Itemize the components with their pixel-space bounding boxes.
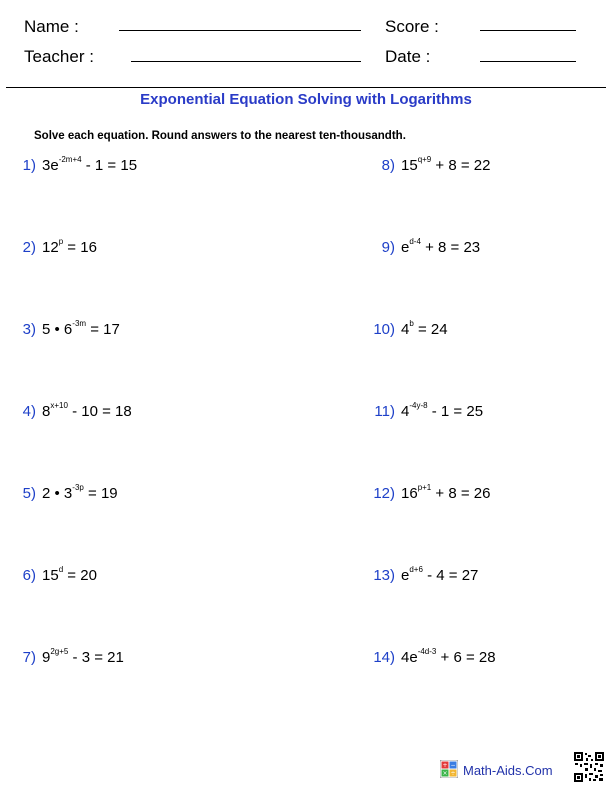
svg-text:−: − (450, 762, 456, 770)
problem-number: 8) (381, 157, 395, 174)
problem-base: 16 (401, 485, 418, 502)
problem-number: 11) (374, 403, 395, 420)
problem-rest: - 4 = 27 (422, 567, 479, 584)
problem-base: 12 (42, 239, 59, 256)
problem-exponent: d (58, 565, 64, 574)
problem-number: 7) (22, 649, 36, 666)
problem-base: 15 (42, 567, 59, 584)
teacher-label: Teacher : (24, 47, 94, 66)
problem-base: e (401, 239, 410, 256)
problem-rest: = 20 (63, 567, 97, 584)
problem-exponent: d+6 (409, 565, 423, 574)
problem-number: 13) (373, 567, 395, 584)
teacher-blank[interactable] (131, 61, 361, 62)
problem-exponent: p+1 (417, 483, 432, 492)
qr-code-icon (574, 752, 604, 782)
problem-item (369, 239, 480, 256)
problem-item (369, 321, 448, 338)
problem-rest: - 10 = 18 (67, 403, 132, 420)
problem-number: 10) (373, 321, 395, 338)
svg-text:×: × (442, 770, 448, 778)
problem-rest: = 17 (86, 321, 120, 338)
problem-base: 4e (401, 649, 418, 666)
worksheet-title: Exponential Equation Solving with Logarithms (140, 91, 472, 108)
date-label: Date : (385, 47, 431, 66)
problem-exponent: b (409, 319, 414, 328)
problem-base: 9 (42, 649, 51, 666)
problem-rest: - 1 = 15 (81, 157, 138, 174)
svg-text:+: + (442, 762, 448, 770)
problem-exponent: d-4 (409, 237, 421, 246)
problem-exponent: x+10 (50, 401, 68, 410)
problem-number: 6) (22, 567, 36, 584)
problem-exponent: q+9 (417, 155, 432, 164)
problem-exponent: -3p (72, 483, 84, 492)
problem-exponent: 2g+5 (50, 647, 69, 656)
problem-item (12, 239, 97, 256)
problem-item (369, 485, 490, 502)
problem-number: 12) (373, 485, 395, 502)
problem-number: 5) (22, 485, 36, 502)
instructions: Solve each equation. Round answers to the nearest ten-thousandth. (34, 130, 406, 142)
name-blank[interactable] (119, 30, 361, 31)
problem-item (369, 157, 490, 174)
problem-item (369, 403, 483, 420)
problem-exponent: p (58, 237, 64, 246)
problem-exponent: -2m+4 (58, 155, 82, 164)
problem-base: 5 • 6 (42, 321, 73, 338)
name-label: Name : (24, 17, 79, 36)
problem-item (12, 649, 124, 666)
problem-number: 14) (373, 649, 395, 666)
problem-item (369, 649, 496, 666)
brand-link[interactable]: Math-Aids.Com (463, 763, 553, 778)
problem-rest: = 16 (63, 239, 97, 256)
problem-rest: + 8 = 26 (431, 485, 491, 502)
problem-base: 4 (401, 321, 410, 338)
problem-rest: = 19 (83, 485, 118, 502)
problem-item (12, 485, 118, 502)
problem-base: 8 (42, 403, 51, 420)
problem-number: 2) (22, 239, 36, 256)
problem-rest: + 8 = 23 (420, 239, 481, 256)
problem-rest: + 8 = 22 (431, 157, 491, 174)
score-blank[interactable] (480, 30, 576, 31)
problem-base: 4 (401, 403, 410, 420)
svg-text:÷: ÷ (450, 770, 456, 778)
problem-number: 9) (381, 239, 395, 256)
problem-item (12, 157, 137, 174)
problem-number: 1) (22, 157, 36, 174)
problem-exponent: -4d-3 (417, 647, 437, 656)
problem-rest: - 1 = 25 (427, 403, 484, 420)
problem-base: 3e (42, 157, 59, 174)
problem-number: 3) (22, 321, 36, 338)
calculator-icon (440, 760, 458, 778)
date-blank[interactable] (480, 61, 576, 62)
problem-item (369, 567, 478, 584)
problem-rest: + 6 = 28 (436, 649, 496, 666)
problem-exponent: -4y-8 (409, 401, 428, 410)
score-label: Score : (385, 17, 439, 36)
problem-rest: - 3 = 21 (68, 649, 124, 666)
problem-item (12, 321, 120, 338)
problem-item (12, 403, 132, 420)
problem-base: e (401, 567, 410, 584)
header-divider (6, 87, 606, 88)
problem-item (12, 567, 97, 584)
problem-rest: = 24 (413, 321, 448, 338)
problem-exponent: -3m (72, 319, 87, 328)
problem-base: 15 (401, 157, 418, 174)
problem-base: 2 • 3 (42, 485, 73, 502)
problem-number: 4) (22, 403, 36, 420)
